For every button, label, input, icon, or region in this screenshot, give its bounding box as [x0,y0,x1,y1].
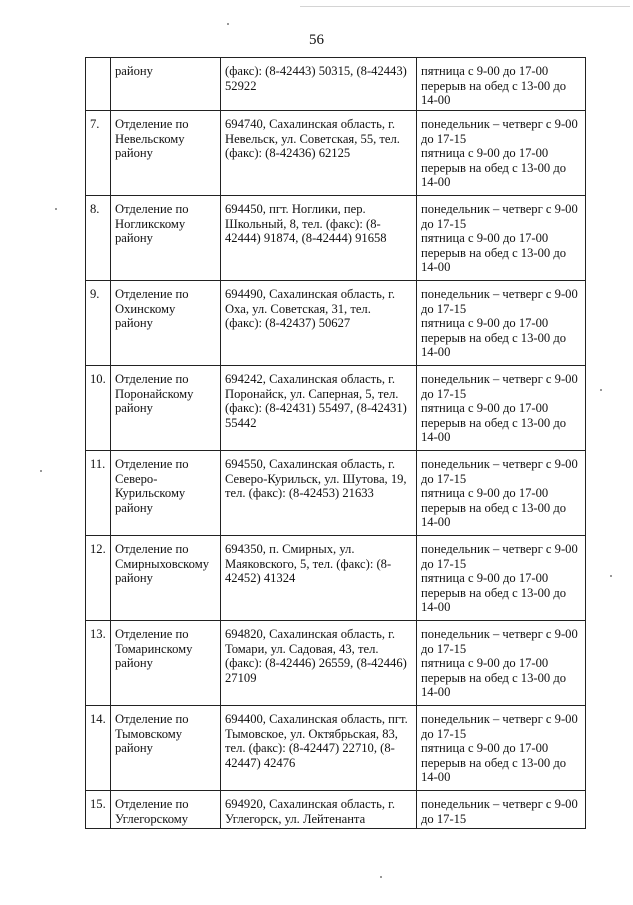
table-row [86,58,586,111]
office-name-line: Невельскому [115,131,185,146]
office-name-cell [111,111,221,196]
office-address-cell [221,111,417,196]
office-hours-cell [417,536,586,621]
office-address-line: 694920, Сахалинская область, г. [225,797,396,811]
row-number: 10. [86,366,111,451]
table-row [86,621,586,706]
office-address-line: 694242, Сахалинская область, г. [225,372,396,386]
row-number: 12. [86,536,111,621]
office-hours-line: перерыв на обед с 13-00 до [421,755,567,770]
office-address-line: Поронайск, ул. Саперная, 5, тел. [225,386,399,401]
office-address-line: Оха, ул. Советская, 31, тел. [225,301,371,316]
office-address-cell [221,281,417,366]
office-name-line: району [115,146,153,161]
scan-speck [610,575,612,577]
office-address-line: (факс): (8-42437) 50627 [225,316,351,331]
office-name-cell [111,706,221,791]
office-address-line: (факс): (8-42436) 62125 [225,146,351,161]
office-name-line: Отделение по [115,287,189,301]
office-address-cell [221,196,417,281]
office-hours-line: 14-00 [421,260,451,275]
scan-speck [55,208,57,210]
row-number: 7. [86,111,111,196]
office-address-line: 27109 [225,670,257,685]
page-number: 56 [309,32,324,48]
office-address-cell [221,58,417,111]
office-hours-line: до 17-15 [421,386,467,401]
office-hours-line: перерыв на обед с 13-00 до [421,245,567,260]
scan-speck [380,876,382,878]
office-address-cell [221,536,417,621]
office-name-cell [111,366,221,451]
office-name-line: Отделение по [115,542,189,556]
scan-speck [600,389,602,391]
office-hours-cell [417,621,586,706]
office-name-cell [111,621,221,706]
office-name-line: Отделение по [115,797,189,811]
office-hours-cell [417,706,586,791]
office-address-line: (факс): (8-42431) 55497, (8-42431) [225,401,407,416]
office-address-line: Маяковского, 5, тел. (факс): (8- [225,556,392,571]
office-name-line: району [115,571,153,586]
table-row [86,791,586,829]
office-name-line: Отделение по [115,457,189,471]
office-hours-line: пятница с 9-00 до 17-00 [421,64,549,78]
office-name-line: району [115,656,153,671]
row-number: 9. [86,281,111,366]
office-address-line: Северо-Курильск, ул. Шутова, 19, [225,471,407,486]
office-name-line: Томаринскому [115,641,193,656]
office-hours-cell [417,281,586,366]
office-address-line: 694350, п. Смирных, ул. [225,542,355,556]
office-address-line: Невельск, ул. Советская, 55, тел. [225,131,400,146]
office-hours-line: пятница с 9-00 до 17-00 [421,741,549,756]
office-name-line: Отделение по [115,117,189,131]
office-hours-line: понедельник – четверг с 9-00 [421,627,578,641]
office-address-line: (факс): (8-42443) 50315, (8-42443) [225,64,407,78]
office-hours-line: перерыв на обед с 13-00 до [421,500,567,515]
row-number: 14. [86,706,111,791]
office-name-line: Охинскому [115,301,176,316]
office-hours-line: до 17-15 [421,556,467,571]
office-address-line: тел. (факс): (8-42453) 21633 [225,486,374,501]
office-hours-line: 14-00 [421,430,451,445]
office-hours-line: до 17-15 [421,726,467,741]
office-name-cell [111,451,221,536]
office-hours-line: пятница с 9-00 до 17-00 [421,146,549,161]
office-hours-cell [417,111,586,196]
office-name-line: Углегорскому [115,811,189,826]
office-name-line: району [115,231,153,246]
table-row [86,111,586,196]
office-name-line: району [115,316,153,331]
table-row [86,451,586,536]
office-hours-line: перерыв на обед с 13-00 до [421,670,567,685]
office-hours-line: перерыв на обед с 13-00 до [421,330,567,345]
office-hours-cell [417,58,586,111]
office-name-cell [111,196,221,281]
office-address-line: Школьный, 8, тел. (факс): (8- [225,216,381,231]
office-hours-line: до 17-15 [421,641,467,656]
office-name-line: Ногликскому [115,216,186,231]
office-hours-line: понедельник – четверг с 9-00 [421,542,578,556]
office-address-line: Томари, ул. Садовая, 43, тел. [225,641,379,656]
office-hours-line: 14-00 [421,345,451,360]
offices-table-body [86,58,586,829]
office-name-line: Тымовскому [115,726,183,741]
office-address-line: 694490, Сахалинская область, г. [225,287,396,301]
office-address-cell [221,706,417,791]
office-hours-cell [417,791,586,829]
table-row [86,281,586,366]
row-number: 15. [86,791,111,829]
office-name-line: Северо- [115,471,158,486]
office-address-line: (факс): (8-42446) 26559, (8-42446) [225,656,407,671]
office-name-line: Курильскому [115,486,186,501]
office-hours-line: до 17-15 [421,811,467,826]
office-address-cell [221,366,417,451]
office-hours-cell [417,451,586,536]
table-row [86,196,586,281]
office-address-cell [221,621,417,706]
office-name-cell [111,281,221,366]
office-hours-line: перерыв на обед с 13-00 до [421,78,567,93]
office-hours-line: 14-00 [421,93,451,108]
office-name-line: Отделение по [115,202,189,216]
row-number: 11. [86,451,111,536]
row-number: 8. [86,196,111,281]
row-number [86,58,111,111]
scan-speck [40,470,42,472]
office-name-line: Отделение по [115,712,189,726]
office-hours-cell [417,196,586,281]
office-name-line: Смирныховскому [115,556,209,571]
office-address-line: 694820, Сахалинская область, г. [225,627,396,641]
office-hours-line: пятница с 9-00 до 17-00 [421,231,549,246]
office-name-line: району [115,401,153,416]
office-address-line: 694400, Сахалинская область, пгт. [225,712,408,726]
office-hours-line: перерыв на обед с 13-00 до [421,585,567,600]
office-hours-line: до 17-15 [421,216,467,231]
office-hours-line: 14-00 [421,770,451,785]
offices-table [85,57,586,829]
office-hours-line: 14-00 [421,685,451,700]
office-address-cell [221,791,417,829]
office-hours-line: до 17-15 [421,131,467,146]
office-hours-line: 14-00 [421,600,451,615]
office-hours-line: понедельник – четверг с 9-00 [421,797,578,811]
office-hours-line: понедельник – четверг с 9-00 [421,202,578,216]
office-hours-line: перерыв на обед с 13-00 до [421,415,567,430]
office-name-cell [111,791,221,829]
office-hours-line: пятница с 9-00 до 17-00 [421,486,549,501]
office-address-line: 694550, Сахалинская область, г. [225,457,396,471]
office-hours-line: 14-00 [421,175,451,190]
office-hours-line: до 17-15 [421,301,467,316]
scan-artifact-line [300,6,630,7]
office-hours-line: 14-00 [421,515,451,530]
office-address-line: 42447) 42476 [225,755,296,770]
office-hours-line: понедельник – четверг с 9-00 [421,372,578,386]
office-address-line: 52922 [225,78,257,93]
office-address-line: 42452) 41324 [225,571,296,586]
office-hours-line: понедельник – четверг с 9-00 [421,117,578,131]
office-address-line: 694740, Сахалинская область, г. [225,117,396,131]
office-name-line: району [115,64,153,78]
office-hours-line: понедельник – четверг с 9-00 [421,287,578,301]
table-row [86,706,586,791]
scan-speck [227,23,229,25]
office-address-line: Тымовское, ул. Октябрьская, 83, [225,726,398,741]
office-hours-cell [417,366,586,451]
office-name-line: Поронайскому [115,386,194,401]
office-name-line: району [115,741,153,756]
office-address-cell [221,451,417,536]
office-name-line: Отделение по [115,372,189,386]
table-row [86,366,586,451]
office-address-line: 55442 [225,415,257,430]
office-name-cell [111,58,221,111]
office-hours-line: понедельник – четверг с 9-00 [421,712,578,726]
office-address-line: тел. (факс): (8-42447) 22710, (8- [225,741,395,756]
office-address-line: 42444) 91874, (8-42444) 91658 [225,231,387,246]
office-address-line: Углегорск, ул. Лейтенанта [225,811,366,826]
row-number: 13. [86,621,111,706]
office-hours-line: пятница с 9-00 до 17-00 [421,571,549,586]
office-hours-line: перерыв на обед с 13-00 до [421,160,567,175]
office-name-line: Отделение по [115,627,189,641]
office-name-line: району [115,500,153,515]
office-hours-line: пятница с 9-00 до 17-00 [421,316,549,331]
office-hours-line: понедельник – четверг с 9-00 [421,457,578,471]
office-name-cell [111,536,221,621]
office-address-line: 694450, пгт. Ноглики, пер. [225,202,366,216]
office-hours-line: пятница с 9-00 до 17-00 [421,401,549,416]
office-hours-line: пятница с 9-00 до 17-00 [421,656,549,671]
table-row [86,536,586,621]
office-hours-line: до 17-15 [421,471,467,486]
